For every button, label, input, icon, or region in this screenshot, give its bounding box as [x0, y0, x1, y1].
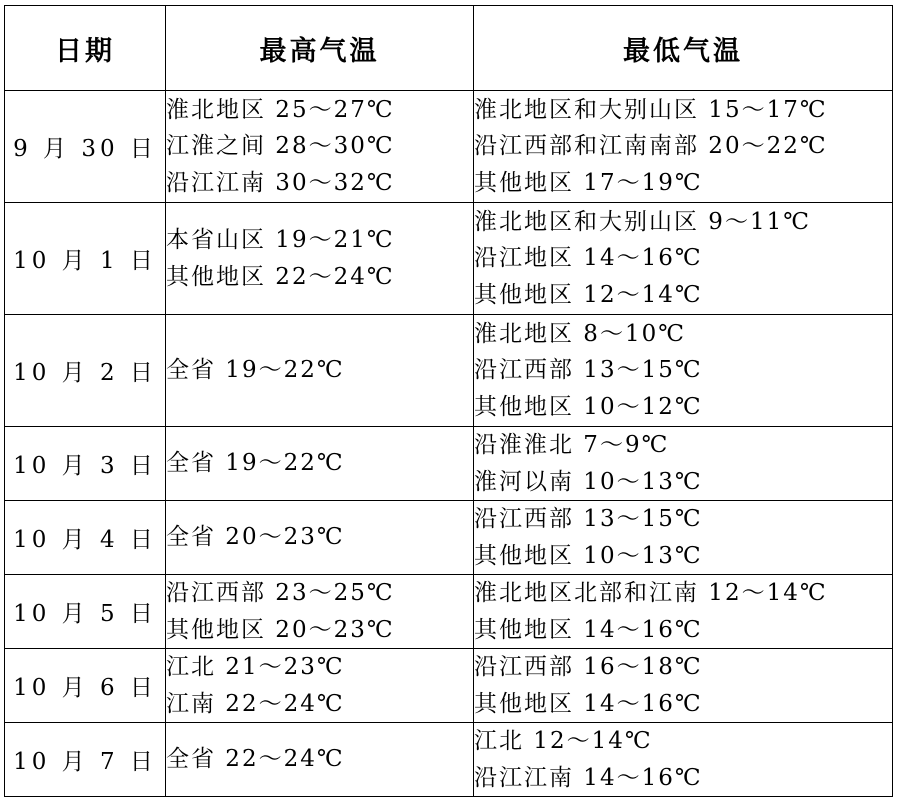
low-temp-line: 淮北地区 8～10℃: [474, 320, 686, 347]
low-temp-line: 淮河以南 10～13℃: [474, 468, 703, 495]
low-temp-line: 沿江江南 14～16℃: [474, 764, 703, 791]
high-temp-line: 江南 22～24℃: [166, 690, 345, 717]
date-cell: 10 月 2 日: [5, 315, 166, 427]
low-temp-cell: [474, 91, 893, 203]
high-temp-cell: [166, 575, 474, 649]
date-cell: 10 月 4 日: [5, 501, 166, 575]
low-temp-line: 沿江西部 16～18℃: [474, 654, 703, 680]
high-temp-cell: [166, 91, 474, 203]
high-temp-line: 本省山区 19～21℃: [166, 227, 395, 253]
table-row: [5, 315, 893, 427]
date-cell: 10 月 1 日: [5, 203, 166, 315]
low-temp-cell: [474, 203, 893, 315]
low-temp-line: 其他地区 14～16℃: [474, 690, 703, 717]
table-row: [5, 91, 893, 203]
low-temp-cell: [474, 501, 893, 575]
high-temp-line: 全省 19～22℃: [166, 450, 345, 477]
high-temp-line: 全省 22～24℃: [166, 746, 345, 773]
low-temp-line: 沿江地区 14～16℃: [474, 245, 703, 272]
table-row: [5, 203, 893, 315]
high-temp-line: 江淮之间 28～30℃: [166, 133, 395, 160]
header-low-temp: 最低气温: [474, 6, 893, 91]
header-date: 日期: [5, 6, 166, 91]
low-temp-line: 沿江西部和江南南部 20～22℃: [474, 133, 828, 160]
high-temp-cell: [166, 723, 474, 797]
high-temp-cell: [166, 501, 474, 575]
high-temp-cell: [166, 649, 474, 723]
table-row: [5, 427, 893, 501]
high-temp-line: 全省 19～22℃: [166, 357, 345, 384]
low-temp-line: 沿淮淮北 7～9℃: [474, 432, 670, 458]
low-temp-line: 其他地区 17～19℃: [474, 169, 703, 196]
date-cell: 10 月 7 日: [5, 723, 166, 797]
low-temp-line: 淮北地区和大别山区 9～11℃: [474, 208, 811, 235]
table-row: [5, 649, 893, 723]
low-temp-line: 其他地区 10～12℃: [474, 393, 703, 420]
high-temp-line: 江北 21～23℃: [166, 654, 345, 680]
low-temp-line: 淮北地区北部和江南 12～14℃: [474, 580, 828, 606]
low-temp-cell: [474, 649, 893, 723]
low-temp-cell: [474, 427, 893, 501]
low-temp-line: 沿江西部 13～15℃: [474, 357, 703, 384]
low-temp-line: 其他地区 14～16℃: [474, 616, 703, 643]
high-temp-line: 全省 20～23℃: [166, 524, 345, 551]
high-temp-line: 其他地区 20～23℃: [166, 616, 395, 643]
high-temp-cell: [166, 427, 474, 501]
date-cell: 9 月 30 日: [5, 91, 166, 203]
low-temp-line: 沿江西部 13～15℃: [474, 506, 703, 532]
low-temp-cell: [474, 315, 893, 427]
low-temp-cell: [474, 723, 893, 797]
table-row: [5, 575, 893, 649]
date-cell: 10 月 5 日: [5, 575, 166, 649]
forecast-table: [4, 5, 893, 797]
date-cell: 10 月 6 日: [5, 649, 166, 723]
high-temp-line: 沿江江南 30～32℃: [166, 169, 395, 196]
table-row: [5, 501, 893, 575]
low-temp-line: 其他地区 10～13℃: [474, 542, 703, 569]
low-temp-cell: [474, 575, 893, 649]
high-temp-cell: [166, 203, 474, 315]
low-temp-line: 其他地区 12～14℃: [474, 281, 703, 308]
high-temp-line: 其他地区 22～24℃: [166, 263, 395, 290]
low-temp-line: 江北 12～14℃: [474, 728, 653, 754]
high-temp-line: 沿江西部 23～25℃: [166, 580, 395, 606]
table-row: [5, 723, 893, 797]
header-high-temp: 最高气温: [166, 6, 474, 91]
date-cell: 10 月 3 日: [5, 427, 166, 501]
high-temp-cell: [166, 315, 474, 427]
low-temp-line: 淮北地区和大别山区 15～17℃: [474, 96, 828, 123]
header-row: [5, 6, 893, 91]
high-temp-line: 淮北地区 25～27℃: [166, 96, 395, 123]
